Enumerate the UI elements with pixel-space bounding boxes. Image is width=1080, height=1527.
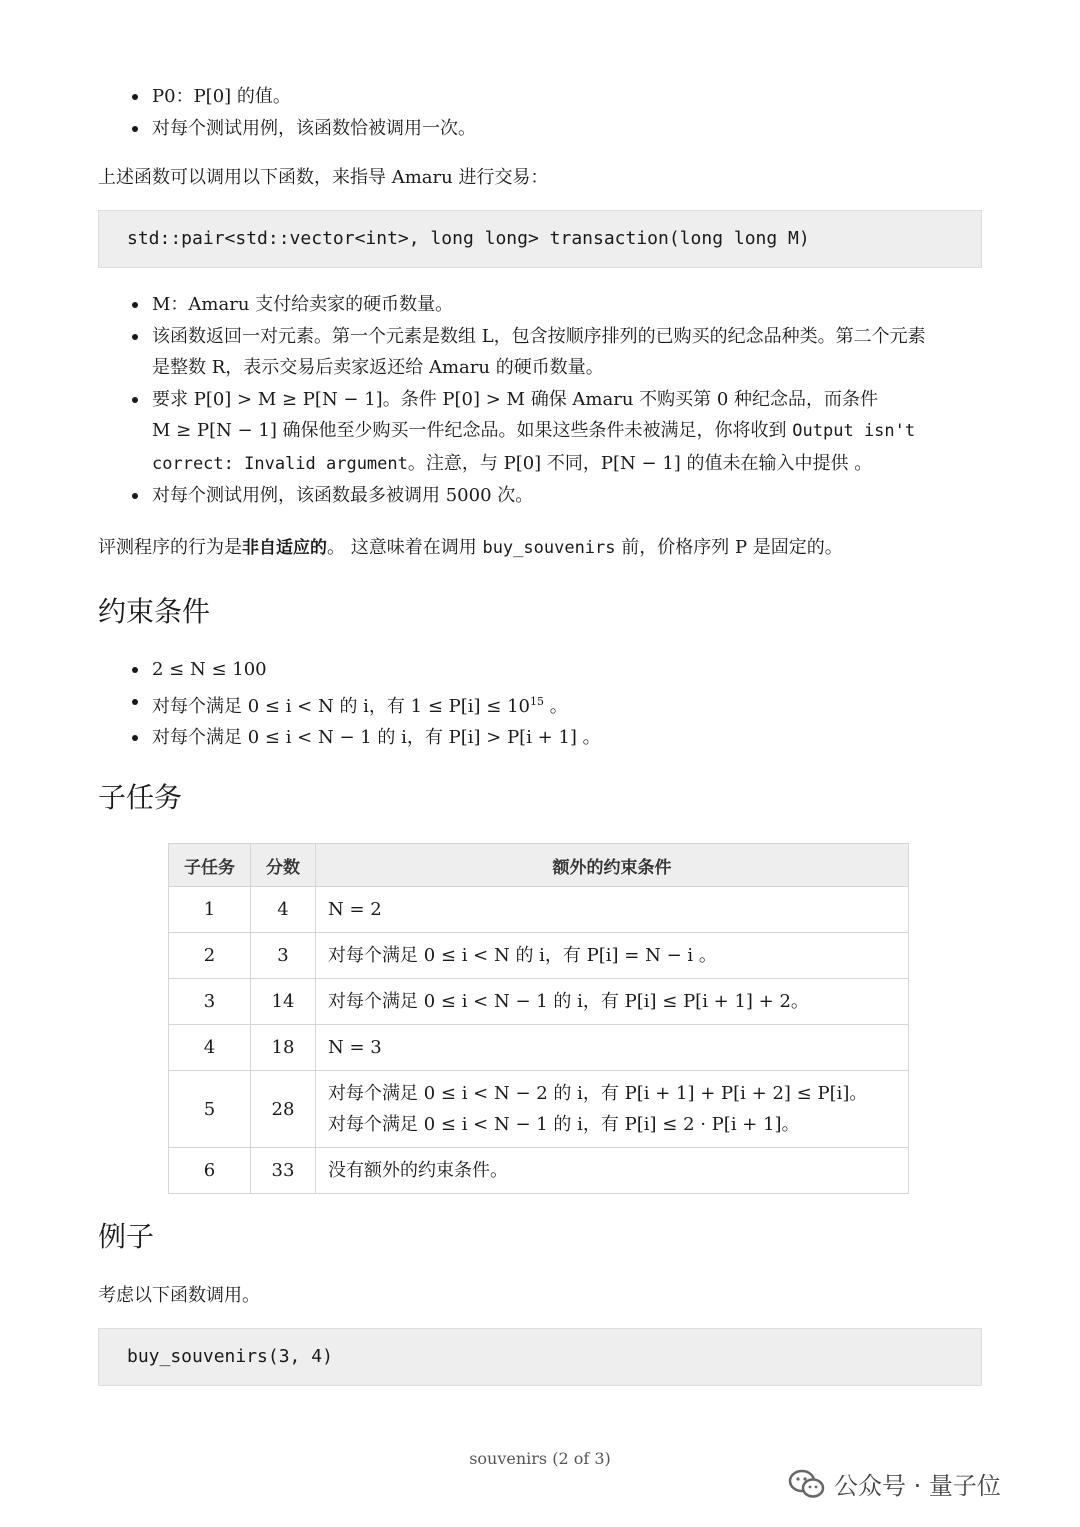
example-heading: 例子: [98, 1220, 155, 1253]
grader-note-bold: 非自适应的: [242, 538, 327, 558]
table-row: [169, 1148, 909, 1194]
wechat-icon: [788, 1468, 826, 1500]
row-constraint: N = 2: [316, 887, 909, 933]
grader-note: [98, 533, 843, 563]
grader-note-prefix: 评测程序的行为是: [98, 537, 242, 558]
row-score: 18: [251, 1025, 316, 1071]
row-constraint: 对每个满足 0 ≤ i < N 的 i，有 P[i] = N − i 。: [316, 933, 909, 979]
bullet-return-line1: 该函数返回一对元素。第一个元素是数组 L，包含按顺序排列的已购买的纪念品种类。第二个元素: [152, 325, 926, 347]
bullet-req-line1: 要求 P[0] > M ≥ P[N − 1]。条件 P[0] > M 确保 Amaru 不购买第 0 种纪念品，而条件: [152, 388, 879, 410]
grader-note-suffix: 前，价格序列 P 是固定的。: [615, 537, 843, 558]
bullet-m: M：Amaru 支付给卖家的硬币数量。: [98, 289, 982, 321]
bullet-req-line3: 。注意，与 P[0] 不同，P[N − 1] 的值未在输入中提供 。: [407, 452, 873, 474]
constraint-p-range-text: 对每个满足 0 ≤ i < N 的 i，有 1 ≤ P[i] ≤ 10: [152, 695, 530, 717]
row-id: 2: [169, 933, 251, 979]
constraint-p-range: [98, 686, 982, 723]
subtasks-heading: 子任务: [98, 781, 183, 814]
table-header-row: [169, 844, 909, 887]
header-constraints: 额外的约束条件: [316, 844, 909, 887]
bullet-req-line2: M ≥ P[N − 1] 确保他至少购买一件纪念品。如果这些条件未被满足，你将收到: [152, 420, 787, 441]
subtasks-table: [168, 843, 909, 1194]
code-block-example[interactable]: buy_souvenirs(3, 4): [98, 1328, 982, 1386]
row-id: 3: [169, 979, 251, 1025]
row-score: 33: [251, 1148, 316, 1194]
grader-note-mid: 。 这意味着在调用: [327, 537, 483, 558]
table-row: [169, 1071, 909, 1148]
row-score: 4: [251, 887, 316, 933]
row-constraint-line1: 对每个满足 0 ≤ i < N − 2 的 i，有 P[i + 1] + P[i + 2] ≤ P[i]。: [328, 1083, 868, 1104]
bullet-return-line2: 是整数 R，表示交易后卖家返还给 Amaru 的硬币数量。: [152, 357, 604, 378]
constraint-decreasing: 对每个满足 0 ≤ i < N − 1 的 i，有 P[i] > P[i + 1] 。: [98, 722, 982, 754]
code-block-transaction[interactable]: std::pair<std::vector<int>, long long> transaction(long long M): [98, 210, 982, 268]
inline-code-output: Output isn't: [792, 421, 916, 441]
row-constraint: [316, 1071, 909, 1148]
constraints-list: [98, 654, 982, 754]
constraint-p-range-tail: 。: [543, 695, 568, 717]
row-score: 28: [251, 1071, 316, 1148]
page-footer: souvenirs (2 of 3): [469, 1449, 611, 1468]
row-constraint: N = 3: [316, 1025, 909, 1071]
inline-code-buy-souvenirs: buy_souvenirs: [482, 538, 616, 558]
row-score: 3: [251, 933, 316, 979]
row-constraint: 没有额外的约束条件。: [316, 1148, 909, 1194]
bullet-p0: P0：P[0] 的值。: [98, 81, 982, 113]
example-intro: 考虑以下函数调用。: [98, 1285, 260, 1306]
transaction-bullet-list: [98, 289, 982, 512]
row-id: 6: [169, 1148, 251, 1194]
watermark-text: 公众号 · 量子位: [834, 1472, 1001, 1500]
constraint-n-range: 2 ≤ N ≤ 100: [98, 654, 982, 686]
intro-paragraph: 上述函数可以调用以下函数，来指导 Amaru 进行交易：: [98, 167, 549, 188]
header-score: 分数: [251, 844, 316, 887]
inline-code-invalid: correct: Invalid argument: [152, 453, 408, 474]
row-score: 14: [251, 979, 316, 1025]
table-row: [169, 933, 909, 979]
watermark: [788, 1466, 1001, 1501]
bullet-requirement: [98, 384, 982, 481]
header-subtask: 子任务: [169, 844, 251, 887]
table-row: [169, 979, 909, 1025]
constraints-heading: 约束条件: [98, 595, 211, 628]
constraint-exponent: 15: [529, 694, 544, 708]
row-id: 4: [169, 1025, 251, 1071]
row-id: 1: [169, 887, 251, 933]
row-id: 5: [169, 1071, 251, 1148]
row-constraint-line2: 对每个满足 0 ≤ i < N − 1 的 i，有 P[i] ≤ 2 · P[i + 1]。: [328, 1114, 800, 1135]
top-bullet-list: [98, 81, 982, 144]
bullet-return-pair: [98, 321, 982, 384]
bullet-max-calls: 对每个测试用例，该函数最多被调用 5000 次。: [98, 480, 982, 512]
table-row: [169, 1025, 909, 1071]
bullet-called-once: 对每个测试用例，该函数恰被调用一次。: [98, 113, 982, 145]
table-row: [169, 887, 909, 933]
row-constraint: 对每个满足 0 ≤ i < N − 1 的 i，有 P[i] ≤ P[i + 1] + 2。: [316, 979, 909, 1025]
